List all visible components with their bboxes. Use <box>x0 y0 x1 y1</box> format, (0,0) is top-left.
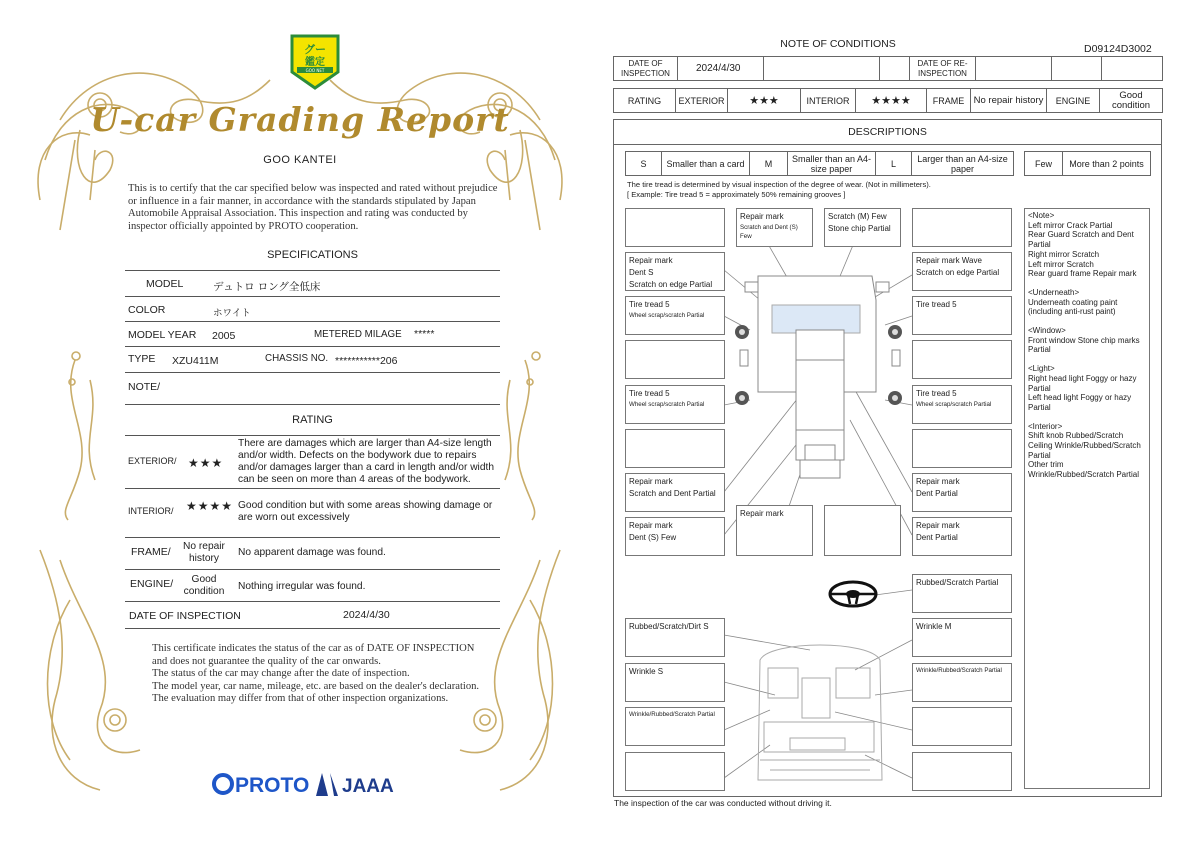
report-title: U-car Grading Report <box>90 100 510 139</box>
notes-line: Left mirror Crack Partial <box>1028 220 1113 230</box>
notes-group-interior <box>1028 422 1146 480</box>
notes-group-note <box>1028 211 1146 279</box>
damage-box-top-mid-left <box>736 208 813 247</box>
notes-line: Ceiling Wrinkle/Rubbed/Scratch Partial <box>1028 441 1141 460</box>
damage-box-bottom-mid-right <box>824 505 901 556</box>
damage-box-right-2 <box>912 252 1012 291</box>
metered-milage-value: ***** <box>414 328 435 340</box>
legend-l-desc: Larger than an A4-size paper <box>912 152 1014 176</box>
damage-text: Tire tread 5 <box>629 300 670 309</box>
legend-s-desc: Smaller than a card <box>662 152 750 176</box>
damage-box-left-6 <box>625 429 725 468</box>
damage-text: Wheel scrap/scratch Partial <box>629 312 705 319</box>
damage-box-left-3 <box>625 296 725 335</box>
engine-value: Good condition <box>183 574 225 597</box>
model-label: MODEL <box>146 278 184 290</box>
damage-box-interior-left-3 <box>625 707 725 746</box>
disclaimer-line: This certificate indicates the status of the car as of DATE OF INSPECTION and does not guarantee the quality of the car onwards. <box>152 643 475 667</box>
chassis-label: CHASSIS NO. <box>265 353 329 364</box>
rating-heading: RATING <box>292 414 333 426</box>
certification-text: This is to certify that the car specified below was inspected and rated without prejudice or influence in a fair manner, in accordance with the standards stipulated by Japan Automobile Appraisal Association. This inspection and rating was conducted by inspector officially appointed by PROTO cooperation. <box>128 183 498 232</box>
divider <box>125 488 500 489</box>
frame-value: No repair history <box>183 541 225 564</box>
damage-box-interior-left-1 <box>625 618 725 657</box>
engine-description: Nothing irregular was found. <box>238 581 366 592</box>
notes-group-underneath <box>1028 288 1146 317</box>
model-year-label: MODEL YEAR <box>128 329 197 341</box>
divider <box>125 270 500 271</box>
divider <box>125 628 500 629</box>
disclaimer-line: The model year, car name, mileage, etc. are based on the dealer's declaration. <box>152 680 480 692</box>
damage-text: Repair mark <box>629 256 673 265</box>
damage-box-interior-right-4 <box>912 752 1012 791</box>
damage-box-left-4 <box>625 340 725 379</box>
notes-group-light <box>1028 364 1146 413</box>
badge-text-1: グー <box>304 43 326 56</box>
certificate-disclaimer <box>152 643 482 706</box>
notes-line: Shift knob Rubbed/Scratch <box>1028 431 1124 441</box>
exterior-description: There are damages which are larger than A4-size length and/or width. Defects on the bodywork due to repairs and/or damages larger than a card in length and/or width can be seen on more than 4 areas of the bodywork. <box>238 438 494 485</box>
damage-text: Stone chip Partial <box>828 224 891 233</box>
report-code: D09124D3002 <box>1084 43 1152 55</box>
damage-text: Dent S <box>629 268 654 277</box>
exterior-label: EXTERIOR <box>676 89 728 113</box>
note-of-conditions-page <box>600 0 1200 848</box>
damage-text: Wrinkle M <box>916 622 952 631</box>
damage-box-interior-right-3 <box>912 707 1012 746</box>
damage-box-left-5 <box>625 385 725 424</box>
damage-text: Repair mark <box>916 477 960 486</box>
damage-box-top-right <box>912 208 1012 247</box>
legend-m: M <box>750 152 788 176</box>
model-year-value: 2005 <box>212 330 236 342</box>
color-label: COLOR <box>128 304 166 316</box>
tire-tread-note: The tire tread is determined by visual inspection of the degree of wear. (Not in millimeters). <box>627 180 931 189</box>
damage-text: Scratch on edge Partial <box>916 268 1000 277</box>
divider <box>125 296 500 297</box>
divider <box>125 537 500 538</box>
steering-wheel-icon <box>830 582 876 606</box>
damage-text: Tire tread 5 <box>629 389 670 398</box>
notes-group-window <box>1028 326 1146 355</box>
damage-box-left-7 <box>625 473 725 512</box>
notes-line: Left mirror Scratch <box>1028 259 1094 269</box>
damage-text: Scratch and Dent Partial <box>629 489 716 498</box>
note-label: NOTE/ <box>128 381 161 393</box>
damage-text: Dent (S) Few <box>629 533 677 542</box>
damage-box-left-2 <box>625 252 725 291</box>
descriptions-heading: DESCRIPTIONS <box>613 119 1162 145</box>
legend-s: S <box>626 152 662 176</box>
damage-box-top-left <box>625 208 725 247</box>
notes-heading: <Interior> <box>1028 421 1063 431</box>
divider <box>125 321 500 322</box>
damage-box-top-mid-right <box>824 208 901 247</box>
truck-top-view <box>740 276 900 478</box>
notes-line: Right mirror Scratch <box>1028 249 1100 259</box>
type-label: TYPE <box>128 353 156 365</box>
damage-text: Wrinkle/Rubbed/Scratch Partial <box>629 711 715 718</box>
exterior-stars: ★★★ <box>188 456 224 470</box>
damage-text: Scratch on edge Partial <box>629 280 713 289</box>
logos <box>212 770 412 798</box>
damage-text: Wrinkle/Rubbed/Scratch Partial <box>916 667 1002 674</box>
damage-text: Repair mark <box>916 521 960 530</box>
exterior-label: EXTERIOR/ <box>128 456 177 466</box>
legend-more: More than 2 points <box>1063 152 1151 176</box>
damage-text: Tire tread 5 <box>916 389 957 398</box>
notes-line: Other trim Wrinkle/Rubbed/Scratch Partial <box>1028 460 1140 480</box>
engine-value: Good condition <box>1100 89 1163 113</box>
damage-box-left-8 <box>625 517 725 556</box>
damage-text: Tire tread 5 <box>916 300 957 309</box>
goo-kantei-badge <box>289 34 341 90</box>
disclaimer-line: The status of the car may change after the date of inspection. <box>152 668 410 680</box>
date-of-inspection-value: 2024/4/30 <box>343 609 390 621</box>
jaaa-logo-text: JAAA <box>342 776 394 797</box>
note-of-conditions-title: NOTE OF CONDITIONS <box>780 38 896 50</box>
engine-label: ENGINE/ <box>130 578 174 590</box>
damage-box-right-3 <box>912 296 1012 335</box>
notes-line: Right head light Foggy or hazy Partial <box>1028 373 1137 393</box>
damage-text: Repair mark <box>629 521 673 530</box>
damage-box-interior-right-1 <box>912 618 1012 657</box>
damage-box-interior-right-2 <box>912 663 1012 702</box>
notes-heading: <Window> <box>1028 326 1066 336</box>
notes-panel <box>1024 208 1150 789</box>
divider <box>125 346 500 347</box>
notes-heading: <Light> <box>1028 364 1055 374</box>
metered-milage-label: METERED MILAGE <box>314 329 402 340</box>
proto-logo-text: PROTO <box>235 774 310 797</box>
damage-box-bottom-mid-left <box>736 505 813 556</box>
damage-text: Scratch (M) Few <box>828 212 887 221</box>
notes-line: Left head light Foggy or hazy Partial <box>1028 393 1132 412</box>
damage-text: Dent Partial <box>916 489 958 498</box>
damage-text: Dent Partial <box>916 533 958 542</box>
interior-description: Good condition but with some areas showing damage or are worn out excessively <box>238 500 493 523</box>
engine-label: ENGINE <box>1047 89 1100 113</box>
inspection-footer-note: The inspection of the car was conducted without driving it. <box>614 798 832 808</box>
frame-value: No repair history <box>971 89 1047 113</box>
legend-l: L <box>876 152 912 176</box>
notes-line: Rear Guard Scratch and Dent Partial <box>1028 230 1134 250</box>
notes-line: Front window Stone chip marks Partial <box>1028 335 1140 355</box>
tire-tread-example: [ Example: Tire tread 5 = approximately 50% remaining grooves ] <box>627 190 846 199</box>
type-value: XZU411M <box>172 355 219 367</box>
notes-line: Rear guard frame Repair mark <box>1028 269 1137 279</box>
legend-m-desc: Smaller than an A4-size paper <box>788 152 876 176</box>
badge-text-2: 鑑定 <box>305 57 325 68</box>
damage-text: Wrinkle S <box>629 667 664 676</box>
damage-text: Rubbed/Scratch/Dirt S <box>629 622 709 631</box>
chassis-value: ***********206 <box>335 355 398 367</box>
damage-text: Repair mark <box>629 477 673 486</box>
date-of-inspection-value: 2024/4/30 <box>678 57 764 81</box>
legend-few: Few <box>1025 152 1063 176</box>
notes-line: Underneath coating paint (including anti-rust paint) <box>1028 297 1118 317</box>
interior-stars: ★★★★ <box>856 89 927 113</box>
date-of-inspection-label: DATE OF INSPECTION <box>129 610 241 622</box>
frame-description: No apparent damage was found. <box>238 547 386 558</box>
report-subtitle: GOO KANTEI <box>263 154 337 166</box>
disclaimer-line: The evaluation may differ from that of other inspection organizations. <box>152 693 449 705</box>
damage-box-right-8 <box>912 517 1012 556</box>
divider <box>125 372 500 373</box>
date-of-inspection-label: DATE OF INSPECTION <box>614 57 678 81</box>
damage-text: Rubbed/Scratch Partial <box>916 578 999 587</box>
divider <box>125 435 500 436</box>
divider <box>125 404 500 405</box>
jaaa-logo-icon <box>316 773 338 796</box>
damage-box-right-5 <box>912 385 1012 424</box>
damage-text: Repair mark <box>740 212 784 221</box>
damage-text: Wheel scrap/scratch Partial <box>629 401 705 408</box>
damage-text: Repair mark Wave <box>916 256 982 265</box>
proto-logo-icon <box>214 775 232 793</box>
damage-box-interior-left-4 <box>625 752 725 791</box>
frame-label: FRAME <box>927 89 971 113</box>
interior-stars: ★★★★ <box>186 499 234 513</box>
damage-box-interior-left-2 <box>625 663 725 702</box>
exterior-stars: ★★★ <box>728 89 801 113</box>
rating-label: RATING <box>614 89 676 113</box>
notes-heading: <Note> <box>1028 211 1055 220</box>
damage-box-right-4 <box>912 340 1012 379</box>
badge-text-3: GOO NET <box>305 68 325 73</box>
specifications-heading: SPECIFICATIONS <box>267 249 358 261</box>
frame-label: FRAME/ <box>131 546 171 558</box>
damage-text: Wheel scrap/scratch Partial <box>916 401 992 408</box>
model-value: デュトロ ロング全低床 <box>213 281 321 293</box>
interior-label: INTERIOR/ <box>128 506 174 516</box>
divider <box>125 569 500 570</box>
damage-text: Scratch and Dent (S) Few <box>740 224 798 240</box>
color-value: ホワイト <box>213 308 251 319</box>
notes-heading: <Underneath> <box>1028 287 1080 297</box>
damage-box-steering <box>912 574 1012 613</box>
damage-box-right-6 <box>912 429 1012 468</box>
interior-label: INTERIOR <box>801 89 856 113</box>
damage-box-right-7 <box>912 473 1012 512</box>
date-of-reinspection-label: DATE OF RE-INSPECTION <box>910 57 976 81</box>
damage-text: Repair mark <box>740 509 784 518</box>
divider <box>125 601 500 602</box>
